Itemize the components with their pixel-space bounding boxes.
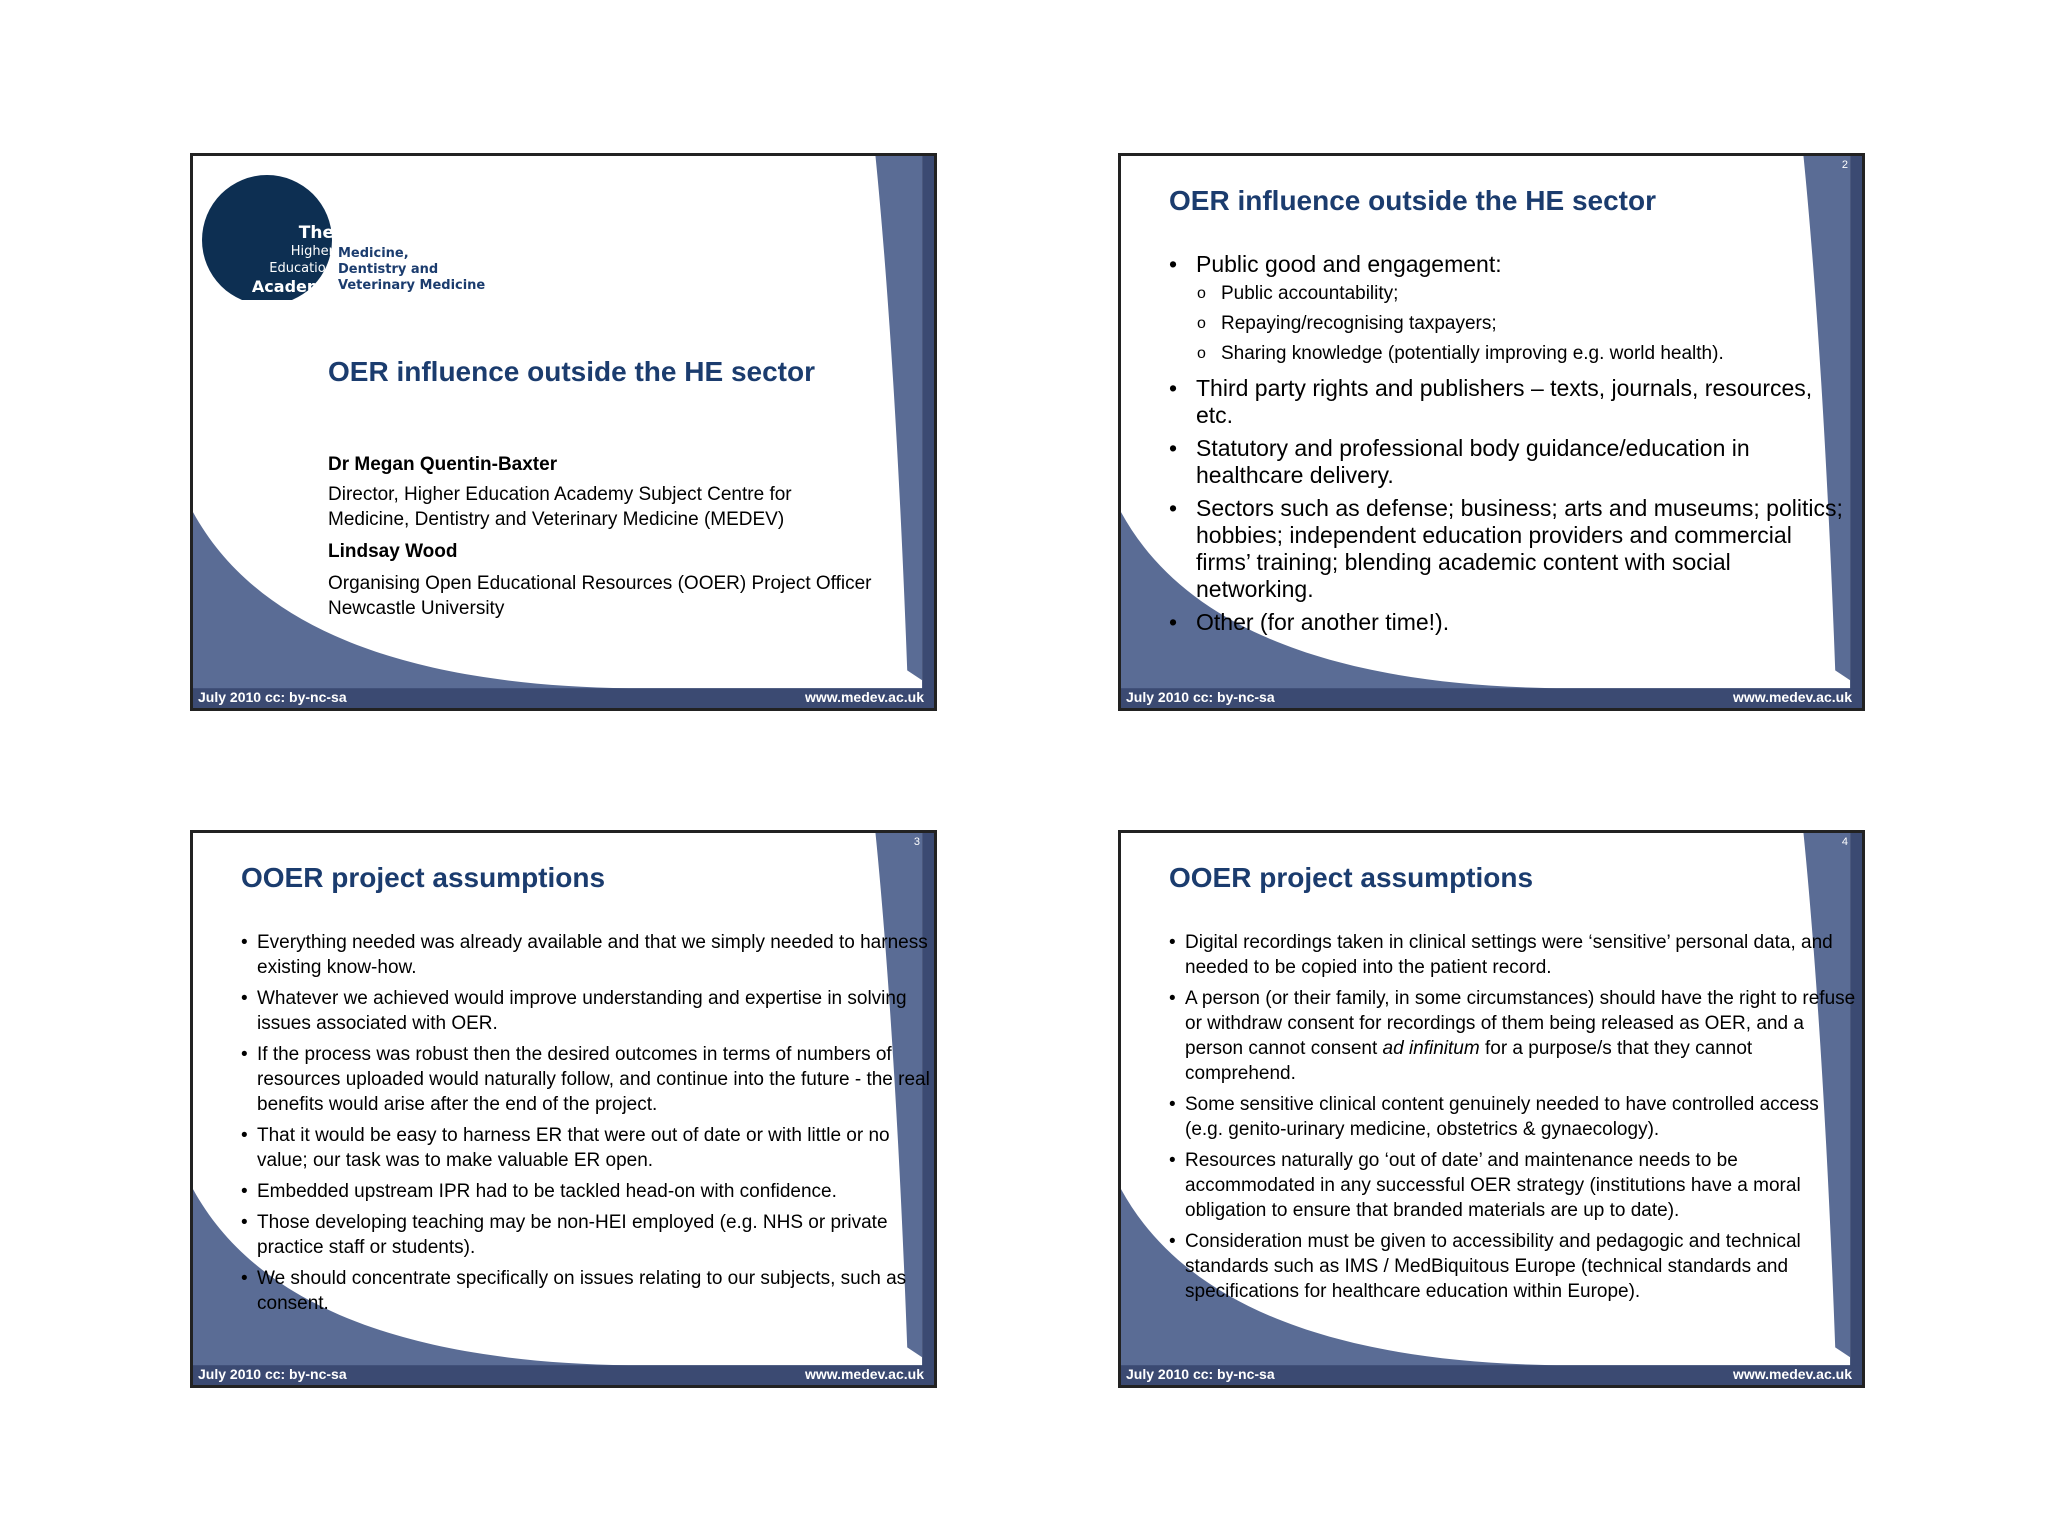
list-item: • Some sensitive clinical content genuinely needed to have controlled access (e.g. genito-urinary medicine, obstetrics & gynaecology). [1169, 1092, 1859, 1142]
slide-3 [190, 830, 937, 1388]
slide-1-title: OER influence outside the HE sector [328, 356, 815, 387]
author-block [328, 452, 872, 621]
list-item: • Digital recordings taken in clinical settings were ‘sensitive’ personal data, and needed to be copied into the patient record. [1169, 930, 1859, 980]
list-item: • Sectors such as defense; business; arts and museums; politics; hobbies; independent education providers and commercial firms’ training; blending academic content with social networking. [1169, 495, 1849, 603]
footer-date-license: July 2010 cc: by-nc-sa [1126, 689, 1275, 705]
logo-line-education: Education [269, 261, 334, 276]
slide-3-title: OOER project assumptions [241, 862, 606, 893]
footer-date-license: July 2010 cc: by-nc-sa [198, 1366, 347, 1382]
slide-4 [1118, 830, 1865, 1388]
list-item: • If the process was robust then the desired outcomes in terms of numbers of resources uploaded would naturally follow, and continue into the future - the real benefits would arise after the end of the project. [241, 1042, 931, 1117]
logo-line-the: The [298, 223, 334, 243]
footer-date-license: July 2010 cc: by-nc-sa [1126, 1366, 1275, 1382]
emphasis-ad-infinitum: ad infinitum [1382, 1038, 1480, 1059]
list-item: • Those developing teaching may be non-HEI employed (e.g. NHS or private practice staff or students). [241, 1210, 931, 1260]
list-item: • Public good and engagement: o Public accountability; o Repaying/recognising taxpayers; o Sharing knowledge (potentially improving e.g. world health). [1169, 251, 1849, 369]
footer-date-license: July 2010 cc: by-nc-sa [198, 689, 347, 705]
slide-3-bullets [241, 930, 931, 1322]
list-item: • That it would be easy to harness ER that were out of date or with little or no value; our task was to make valuable ER open. [241, 1123, 931, 1173]
slide-2-title: OER influence outside the HE sector [1169, 185, 1656, 216]
author-1-role-line2: Medicine, Dentistry and Veterinary Medicine (MEDEV) [328, 509, 785, 530]
slide-number: 2 [1841, 159, 1848, 171]
author-2-role-line2: Newcastle University [328, 598, 505, 619]
author-2-name: Lindsay Wood [328, 541, 458, 562]
logo [202, 165, 502, 300]
slide-1 [190, 153, 937, 711]
list-item: • Statutory and professional body guidance/education in healthcare delivery. [1169, 435, 1849, 489]
slide-2 [1118, 153, 1865, 711]
author-2-role-line1: Organising Open Educational Resources (OOER) Project Officer [328, 573, 872, 594]
footer-website: www.medev.ac.uk [804, 689, 924, 705]
list-item: • Resources naturally go ‘out of date’ and maintenance needs to be accommodated in any successful OER strategy (institutions have a moral obligation to ensure that branded materials are up to date). [1169, 1148, 1859, 1223]
sub-bullets [1196, 279, 1849, 369]
list-item: • Other (for another time!). [1169, 609, 1849, 636]
list-item: o Sharing knowledge (potentially improving e.g. world health). [1196, 339, 1849, 369]
slide-2-bullets [1169, 251, 1849, 642]
list-item: • Whatever we achieved would improve understanding and expertise in solving issues associated with OER. [241, 986, 931, 1036]
list-item: • Everything needed was already available and that we simply needed to harness existing know-how. [241, 930, 931, 980]
footer-website: www.medev.ac.uk [804, 1366, 924, 1382]
list-item: o Repaying/recognising taxpayers; [1196, 309, 1849, 339]
author-1-name: Dr Megan Quentin-Baxter [328, 454, 558, 475]
slide-number: 3 [913, 836, 920, 848]
logo-sub-medicine: Medicine, [338, 246, 409, 261]
logo-sub-veterinary: Veterinary Medicine [338, 278, 486, 293]
slide-number: 4 [1841, 836, 1848, 848]
logo-line-higher: Higher [290, 244, 334, 259]
author-1-role-line1: Director, Higher Education Academy Subject Centre for [328, 484, 792, 505]
footer-website: www.medev.ac.uk [1732, 689, 1852, 705]
footer-website: www.medev.ac.uk [1732, 1366, 1852, 1382]
list-item: • A person (or their family, in some circumstances) should have the right to refuse or withdraw consent for recordings of them being released as OER, and a person cannot consent ad infinitum for a purpose/s that they cannot comprehend. [1169, 986, 1859, 1086]
slide-4-bullets [1169, 930, 1859, 1310]
list-item: • Embedded upstream IPR had to be tackled head-on with confidence. [241, 1179, 931, 1204]
logo-line-academy: Academy [251, 277, 334, 296]
list-item: • Consideration must be given to accessibility and pedagogic and technical standards such as IMS / MedBiquitous Europe (technical standards and specifications for healthcare education within Europe). [1169, 1229, 1859, 1304]
list-item: • Third party rights and publishers – texts, journals, resources, etc. [1169, 375, 1849, 429]
list-item: • We should concentrate specifically on issues relating to our subjects, such as consent. [241, 1266, 931, 1316]
logo-sub-dentistry: Dentistry and [338, 262, 439, 277]
list-item: o Public accountability; [1196, 279, 1849, 309]
slide-4-title: OOER project assumptions [1169, 862, 1534, 893]
